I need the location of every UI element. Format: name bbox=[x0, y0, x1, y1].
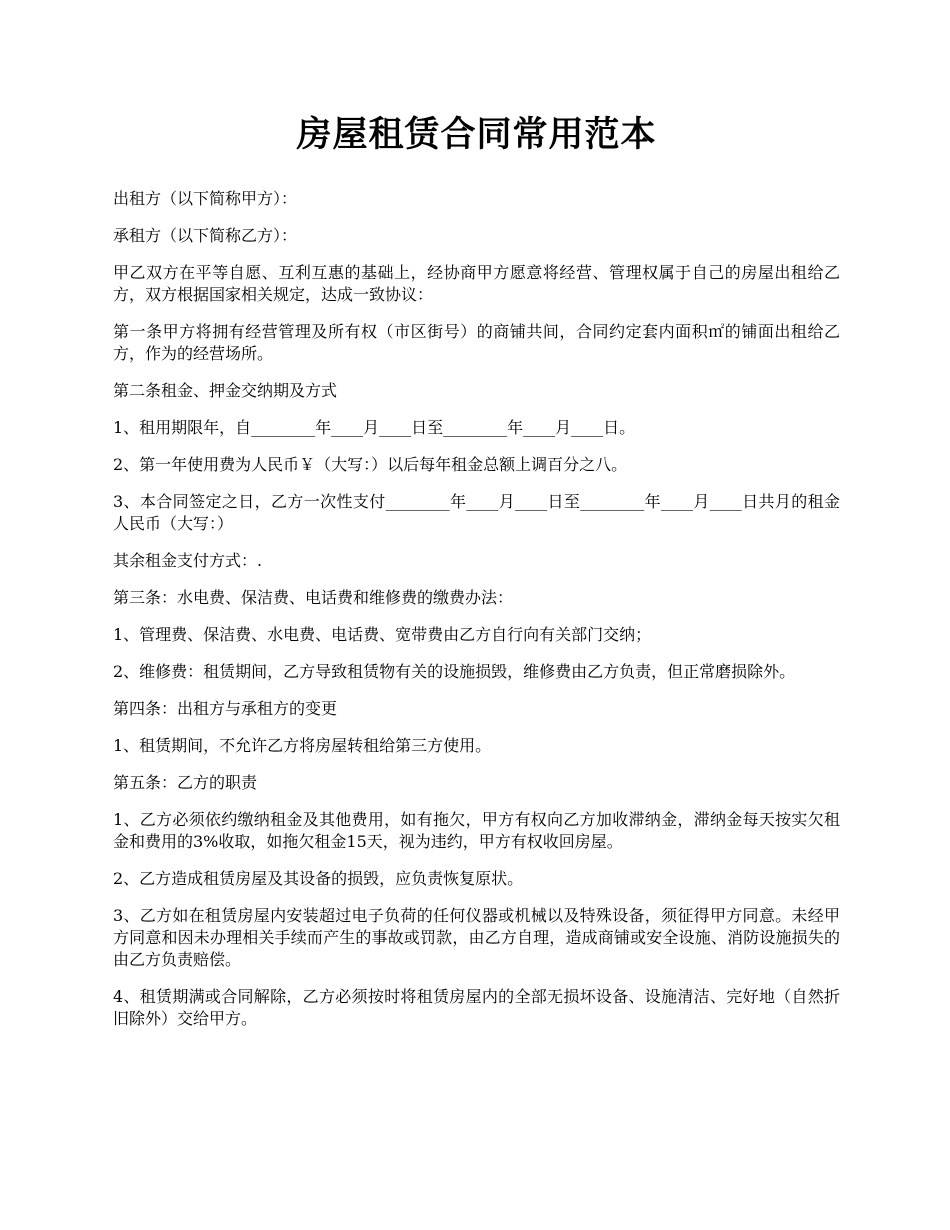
paragraph-article-5-item-1: 1、乙方必须依约缴纳租金及其他费用，如有拖欠，甲方有权向乙方加收滞纳金，滞纳金每天按实欠租金和费用的3%收取，如拖欠租金15天，视为违约，甲方有权收回房屋。 bbox=[113, 810, 840, 851]
paragraph-preamble: 甲乙双方在平等自愿、互利互惠的基础上，经协商甲方愿意将经营、管理权属于自己的房屋出租给乙方，双方根据国家相关规定，达成一致协议： bbox=[113, 263, 840, 304]
document-title: 房屋租赁合同常用范本 bbox=[296, 115, 657, 155]
paragraph-article-4-item-1: 1、租赁期间，不允许乙方将房屋转租给第三方使用。 bbox=[113, 736, 492, 755]
paragraph-article-2-heading: 第二条租金、押金交纳期及方式 bbox=[113, 381, 338, 400]
paragraph-article-2-item-2: 2、第一年使用费为人民币￥（大写：）以后每年租金总额上调百分之八。 bbox=[113, 455, 628, 474]
paragraph-article-3-item-1: 1、管理费、保洁费、水电费、电话费、宽带费由乙方自行向有关部门交纳； bbox=[113, 625, 652, 644]
paragraph-remaining-rent: 其余租金支付方式：. bbox=[113, 551, 263, 570]
paragraph-article-4-heading: 第四条：出租方与承租方的变更 bbox=[113, 699, 338, 718]
paragraph-article-3-heading: 第三条：水电费、保洁费、电话费和维修费的缴费办法： bbox=[113, 588, 514, 607]
paragraph-lessee: 承租方（以下简称乙方）： bbox=[113, 226, 298, 245]
paragraph-article-5-item-4: 4、租赁期满或合同解除，乙方必须按时将租赁房屋内的全部无损坏设备、设施清洁、完好地（自然折旧除外）交给甲方。 bbox=[113, 987, 840, 1028]
paragraph-lessor: 出租方（以下简称甲方）： bbox=[113, 189, 298, 208]
paragraph-article-2-item-1: 1、租用期限年，自________年____月____日至________年____月____日。 bbox=[113, 418, 636, 437]
paragraph-article-5-item-2: 2、乙方造成租赁房屋及其设备的损毁，应负责恢复原状。 bbox=[113, 869, 524, 888]
paragraph-article-3-item-2: 2、维修费：租赁期间，乙方导致租赁物有关的设施损毁，维修费由乙方负责，但正常磨损除外。 bbox=[113, 662, 796, 681]
paragraph-article-1: 第一条甲方将拥有经营管理及所有权（市区街号）的商铺共间，合同约定套内面积㎡的铺面出租给乙方，作为的经营场所。 bbox=[113, 322, 840, 363]
paragraph-article-2-item-3: 3、本合同签定之日，乙方一次性支付________年____月____日至________年____月____日共月的租金人民币（大写：） bbox=[113, 492, 840, 533]
paragraph-article-5-heading: 第五条：乙方的职责 bbox=[113, 773, 258, 792]
paragraph-article-5-item-3: 3、乙方如在租赁房屋内安装超过电子负荷的任何仪器或机械以及特殊设备，须征得甲方同意。未经甲方同意和因未办理相关手续而产生的事故或罚款，由乙方自理，造成商铺或安全设施、消防设施损失的由乙方负责赔偿。 bbox=[113, 906, 840, 969]
